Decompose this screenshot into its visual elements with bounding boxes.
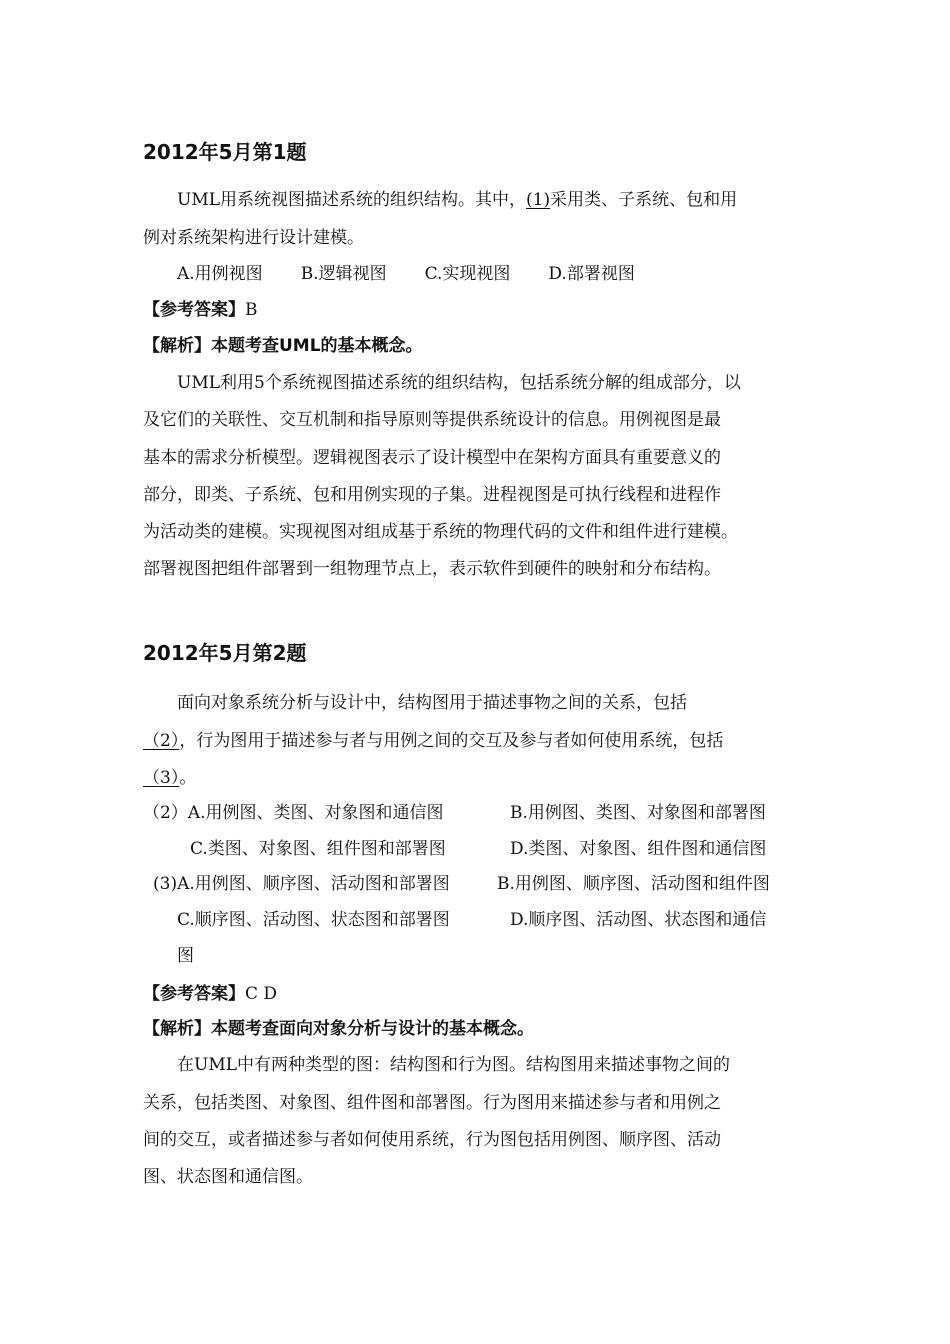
q2-answer-value: C D (245, 984, 278, 1004)
q2-opt2-prefix: （2） (143, 803, 188, 823)
q1-analysis-line: 为活动类的建模。实现视图对组成基于系统的物理代码的文件和组件进行建模。 (143, 522, 738, 542)
q2-blank-2: （2） (143, 731, 180, 751)
q2-analysis-line: 关系，包括类图、对象图、组件图和部署图。行为图用来描述参与者和用例之 (143, 1093, 721, 1113)
q1-stem-a: UML用系统视图描述系统的组织结构。其中， (177, 190, 527, 210)
q2-stem-2: ，行为图用于描述参与者与用例之间的交互及参与者如何使用系统，包括 (179, 731, 724, 751)
q2-blank-3: （3） (143, 768, 180, 788)
q2-opt3-a: A.用例图、顺序图、活动图和部署图 (177, 874, 450, 894)
q2-opt2-a: A.用例图、类图、对象图和通信图 (187, 803, 444, 823)
q1-answer-value: B (245, 300, 258, 320)
q2-stem-line2 (143, 730, 723, 752)
q1-title: 2012年5月第1题 (143, 140, 307, 164)
q2-opt3-d-cont: 图 (177, 946, 194, 966)
q2-opt2-c: C.类图、对象图、组件图和部署图 (190, 839, 446, 859)
q1-answer-label: 【参考答案】 (143, 300, 245, 320)
q1-answer (143, 299, 258, 321)
q2-stem-3: 。 (179, 768, 197, 788)
q1-analysis-line: 基本的需求分析模型。逻辑视图表示了设计模型中在架构方面具有重要意义的 (143, 448, 721, 468)
q2-opt2-b: B.用例图、类图、对象图和部署图 (510, 803, 766, 823)
q1-option-b: B.逻辑视图 (300, 264, 387, 284)
q2-opt3-b: B.用例图、顺序图、活动图和组件图 (497, 874, 770, 894)
q1-stem-line2: 例对系统架构进行设计建模。 (143, 228, 364, 248)
q2-stem-line3 (143, 767, 196, 789)
q2-opt3-d: D.顺序图、活动图、状态图和通信 (510, 910, 767, 930)
q2-opt3-prefix: (3) (153, 874, 178, 894)
q2-answer (143, 983, 277, 1005)
q1-analysis-line: UML利用5个系统视图描述系统的组织结构，包括系统分解的组成部分，以 (177, 373, 741, 393)
q1-option-d: D.部署视图 (548, 264, 635, 284)
q2-analysis-line: 图、状态图和通信图。 (143, 1167, 313, 1187)
q1-analysis-line: 部署视图把组件部署到一组物理节点上，表示软件到硬件的映射和分布结构。 (143, 559, 721, 579)
q2-analysis-line: 间的交互，或者描述参与者如何使用系统，行为图包括用例图、顺序图、活动 (143, 1130, 721, 1150)
q2-title: 2012年5月第2题 (143, 641, 307, 665)
q2-analysis-line: 在UML中有两种类型的图：结构图和行为图。结构图用来描述事物之间的 (177, 1055, 731, 1075)
q1-stem-b: 采用类、子系统、包和用 (550, 190, 738, 210)
q2-analysis-label: 【解析】本题考查面向对象分析与设计的基本概念。 (143, 1019, 534, 1039)
q1-stem-line1 (177, 189, 737, 211)
q2-opt3-row1 (153, 873, 450, 895)
q2-answer-label: 【参考答案】 (143, 984, 245, 1004)
q2-stem-line1: 面向对象系统分析与设计中，结构图用于描述事物之间的关系，包括 (177, 693, 687, 713)
q2-opt3-c: C.顺序图、活动图、状态图和部署图 (177, 910, 450, 930)
q2-opt2-d: D.类图、对象图、组件图和通信图 (510, 839, 767, 859)
q1-options (177, 263, 635, 285)
q1-analysis-label: 【解析】本题考查UML的基本概念。 (143, 336, 423, 356)
q1-analysis-line: 及它们的关联性、交互机制和指导原则等提供系统设计的信息。用例视图是最 (143, 410, 721, 430)
q1-option-a: A.用例视图 (177, 264, 263, 284)
q1-analysis-line: 部分，即类、子系统、包和用例实现的子集。进程视图是可执行线程和进程作 (143, 485, 721, 505)
q1-blank: (1) (526, 190, 551, 210)
q2-opt2-row1 (143, 802, 444, 824)
q1-option-c: C.实现视图 (424, 264, 511, 284)
